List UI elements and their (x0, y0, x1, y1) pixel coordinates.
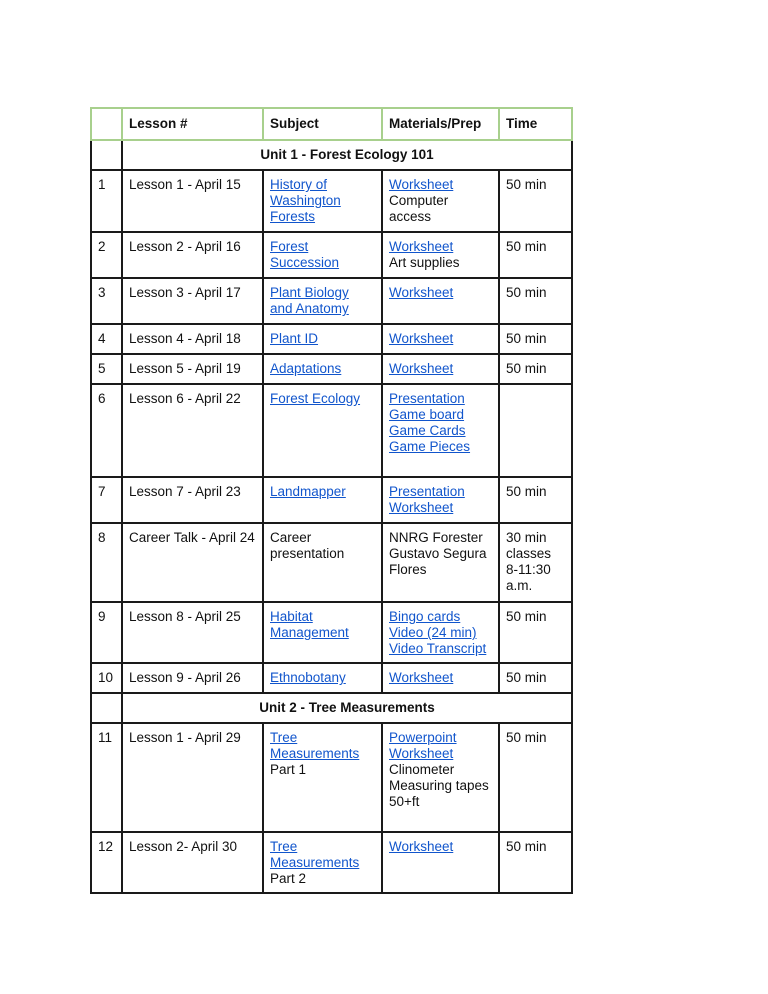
unit-title: Unit 2 - Tree Measurements (122, 693, 572, 723)
table-row (91, 477, 572, 523)
row-number: 11 (91, 723, 122, 832)
lesson-cell: Lesson 1 - April 15 (122, 170, 263, 232)
subject-link[interactable]: Landmapper (270, 484, 346, 499)
lesson-cell: Lesson 6 - April 22 (122, 384, 263, 477)
materials-cell (382, 354, 499, 384)
row-number: 3 (91, 278, 122, 324)
lesson-cell: Lesson 2- April 30 (122, 832, 263, 893)
materials-cell (382, 384, 499, 477)
lesson-cell: Lesson 1 - April 29 (122, 723, 263, 832)
subject-cell (263, 170, 382, 232)
time-cell: 50 min (499, 663, 572, 693)
subject-cell (263, 232, 382, 278)
time-cell: 50 min (499, 170, 572, 232)
materials-link[interactable]: Presentation (389, 391, 465, 406)
subject-cell (263, 477, 382, 523)
materials-cell (382, 723, 499, 832)
subject-cell (263, 354, 382, 384)
materials-link[interactable]: Game Cards (389, 423, 466, 438)
subject-link[interactable]: Plant Biology and Anatomy (270, 285, 349, 316)
materials-link[interactable]: Worksheet (389, 746, 454, 761)
materials-link[interactable]: Worksheet (389, 239, 454, 254)
time-cell: 50 min (499, 232, 572, 278)
materials-link[interactable]: Worksheet (389, 839, 454, 854)
materials-cell (382, 278, 499, 324)
materials-text: Art supplies (389, 255, 460, 270)
subject-cell (263, 663, 382, 693)
materials-text: Computer access (389, 193, 449, 224)
unit-blank-cell (91, 693, 122, 723)
materials-cell (382, 232, 499, 278)
materials-cell (382, 832, 499, 893)
materials-cell (382, 170, 499, 232)
row-number: 1 (91, 170, 122, 232)
unit-blank-cell (91, 140, 122, 170)
lesson-cell: Lesson 5 - April 19 (122, 354, 263, 384)
time-cell: 50 min (499, 278, 572, 324)
materials-text: Measuring tapes 50+ft (389, 778, 489, 809)
subject-text: Career presentation (270, 530, 345, 561)
row-number: 5 (91, 354, 122, 384)
materials-link[interactable]: Powerpoint (389, 730, 457, 745)
materials-link[interactable]: Game board (389, 407, 465, 422)
lesson-cell: Lesson 7 - April 23 (122, 477, 263, 523)
materials-cell (382, 324, 499, 354)
time-cell: 50 min (499, 723, 572, 832)
header-cell-time: Time (499, 108, 572, 140)
subject-link[interactable]: Plant ID (270, 331, 319, 346)
materials-cell (382, 663, 499, 693)
time-cell: 50 min (499, 354, 572, 384)
materials-text: Clinometer (389, 762, 455, 777)
materials-link[interactable]: Worksheet (389, 331, 454, 346)
table-row (91, 354, 572, 384)
time-cell: 30 min classes 8-11:30 a.m. (499, 523, 572, 602)
subject-link[interactable]: Adaptations (270, 361, 342, 376)
table-row (91, 324, 572, 354)
materials-link[interactable]: Worksheet (389, 361, 454, 376)
subject-cell (263, 832, 382, 893)
time-cell (499, 384, 572, 477)
materials-cell (382, 523, 499, 602)
time-cell: 50 min (499, 602, 572, 663)
time-cell: 50 min (499, 324, 572, 354)
subject-link[interactable]: Forest Ecology (270, 391, 361, 406)
table-row (91, 523, 572, 602)
materials-link[interactable]: Video Transcript (389, 641, 487, 656)
materials-cell (382, 477, 499, 523)
table-row (91, 832, 572, 893)
time-cell: 50 min (499, 477, 572, 523)
materials-cell (382, 602, 499, 663)
subject-link[interactable]: Habitat Management (270, 609, 349, 640)
row-number: 6 (91, 384, 122, 477)
lesson-cell: Lesson 3 - April 17 (122, 278, 263, 324)
table-header-row (91, 108, 572, 140)
row-number: 4 (91, 324, 122, 354)
row-number: 8 (91, 523, 122, 602)
materials-link[interactable]: Game Pieces (389, 439, 471, 454)
table-row (91, 232, 572, 278)
subject-cell (263, 602, 382, 663)
header-cell-subject: Subject (263, 108, 382, 140)
materials-link[interactable]: Bingo cards (389, 609, 461, 624)
lesson-schedule-table (90, 107, 573, 894)
subject-link[interactable]: Ethnobotany (270, 670, 346, 685)
table-row (91, 278, 572, 324)
table-row (91, 602, 572, 663)
subject-link[interactable]: Forest Succession (270, 239, 340, 270)
header-cell-lesson: Lesson # (122, 108, 263, 140)
row-number: 12 (91, 832, 122, 893)
subject-cell (263, 723, 382, 832)
subject-link[interactable]: Tree Measurements (270, 839, 360, 870)
time-cell: 50 min (499, 832, 572, 893)
subject-cell (263, 523, 382, 602)
table-row (91, 663, 572, 693)
lesson-cell: Lesson 4 - April 18 (122, 324, 263, 354)
materials-link[interactable]: Video (24 min) (389, 625, 477, 640)
row-number: 7 (91, 477, 122, 523)
row-number: 2 (91, 232, 122, 278)
lesson-cell: Lesson 2 - April 16 (122, 232, 263, 278)
table-row (91, 384, 572, 477)
table-row (91, 723, 572, 832)
row-number: 10 (91, 663, 122, 693)
header-cell-materials: Materials/Prep (382, 108, 499, 140)
subject-link[interactable]: Tree Measurements (270, 730, 360, 761)
lesson-cell: Lesson 9 - April 26 (122, 663, 263, 693)
materials-link[interactable]: Worksheet (389, 285, 454, 300)
subject-cell (263, 278, 382, 324)
subject-text: Part 1 (270, 762, 307, 777)
row-number: 9 (91, 602, 122, 663)
materials-link[interactable]: Worksheet (389, 670, 454, 685)
materials-link[interactable]: Worksheet (389, 500, 454, 515)
unit-title: Unit 1 - Forest Ecology 101 (122, 140, 572, 170)
materials-text: NNRG Forester Gustavo Segura Flores (389, 530, 487, 577)
lesson-cell: Career Talk - April 24 (122, 523, 263, 602)
header-cell-blank (91, 108, 122, 140)
unit-header-row (91, 693, 572, 723)
subject-text: Part 2 (270, 871, 307, 886)
lesson-cell: Lesson 8 - April 25 (122, 602, 263, 663)
materials-link[interactable]: Worksheet (389, 177, 454, 192)
subject-cell (263, 324, 382, 354)
materials-link[interactable]: Presentation (389, 484, 465, 499)
subject-cell (263, 384, 382, 477)
unit-header-row (91, 140, 572, 170)
table-row (91, 170, 572, 232)
subject-link[interactable]: History of Washington Forests (270, 177, 341, 224)
